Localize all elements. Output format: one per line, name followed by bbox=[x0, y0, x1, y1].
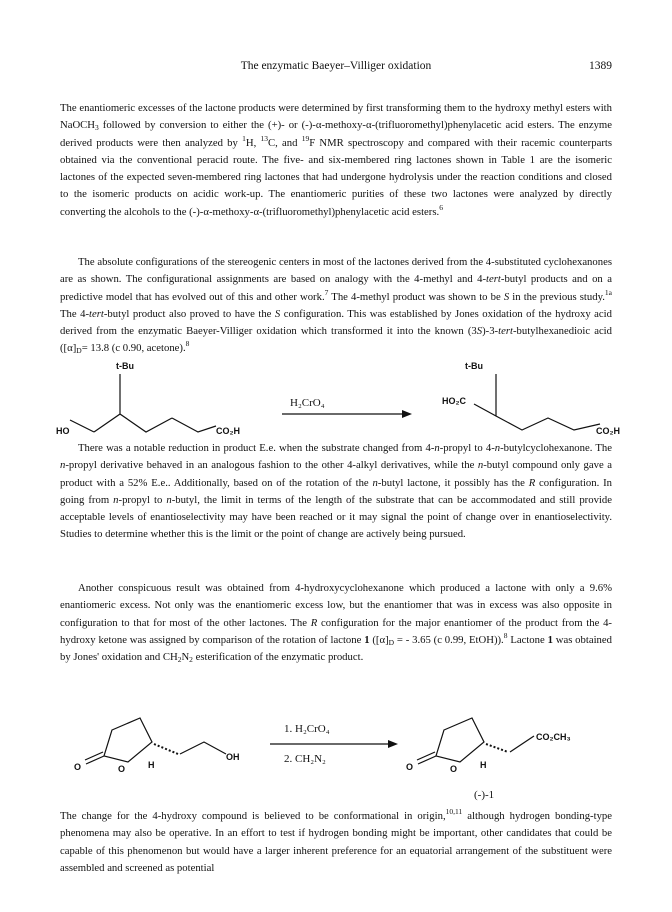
lactone-ring-right bbox=[436, 718, 484, 762]
running-title: The enzymatic Baeyer–Villiger oxidation bbox=[240, 60, 432, 72]
tbu-label-left: t-Bu bbox=[116, 361, 134, 371]
h-label-left: H bbox=[148, 760, 155, 770]
co2ch3-label: CO₂CH₃ bbox=[536, 732, 571, 742]
carbonyl-bond-right-2 bbox=[417, 752, 435, 760]
paragraph-chain-length: There was a notable reduction in product E.e. when the substrate changed from 4-n-propyl to 4-n-butylcyclohexanone. The n-propyl derivative behaved in an analogous fashion to the other 4-alkyl derivatives, while the n-butyl compound only gave a product with a 52% E.e.. Additionally, based on of the rotation of the n-butyl lactone, it possibly has the R configuration. In going from n-propyl to n-butyl, the limit in terms of the length of the substrate that can be accommodated and still provide acceptable levels of enantioselectivity may have been reached or it may signal the point of change over in enantioselectivity. Studies to determine whether this is the limit or the point of change are actively being pursued. bbox=[60, 442, 613, 541]
paragraph-hydroxy-result: Another conspicuous result was obtained from 4-hydroxycyclohexanone which produced a lactone with only a 9.6% enantiomeric excess. Not only was the enantiomeric excess low, but the enantiomer that was in excess was also opposite in configuration to that for most of the other lactones. The R configuration for the major enantiomer of the product from the 4-hydroxy ketone was assigned by comparison of the rotation of lactone 1 ($[\alpha]_D$ = - 3.65 (c 0.99, EtOH)).$^8$ Lactone 1 was obtained by Jones' oxidation and $CH_2N_2$ esterification of the enzymatic product. bbox=[60, 582, 612, 665]
scheme-jones-oxidation bbox=[0, 362, 672, 434]
carbonyl-bond-right bbox=[418, 756, 436, 764]
ring-o-right: O bbox=[450, 764, 458, 774]
step1-label: 1. H₂CrO₄ bbox=[284, 723, 330, 735]
reaction-arrow-head-2 bbox=[388, 740, 398, 748]
bond-skeleton-right bbox=[474, 374, 600, 430]
ring-o-left: O bbox=[118, 764, 126, 774]
hashed-bond-left bbox=[154, 744, 178, 754]
tbu-label-right: t-Bu bbox=[465, 361, 483, 371]
bond-skeleton-left bbox=[94, 374, 172, 432]
hashed-bond-right bbox=[486, 744, 508, 752]
scheme-lactone-conversion bbox=[0, 700, 672, 810]
reaction-arrow-head bbox=[402, 410, 412, 418]
oh-label: OH bbox=[226, 752, 240, 762]
paragraph-conformational: The change for the 4-hydroxy compound is believed to be conformational in origin,$^{10,11}$ although hydrogen bonding-type phenomena may also be operative. In an effort to test if hydrogen bonding might be important, other candidates that could be capable of this phenomenon but would have a larger inherent preference for an equatorial arrangement of the substituent were assembled and screened as potential bbox=[60, 807, 613, 874]
compound-label: (-)-1 bbox=[474, 789, 495, 801]
paragraph-absolute-configurations: The absolute configurations of the stereogenic centers in most of the lactones derived from the 4-substituted cyclohexanones are as shown. The configurational assignments are based on analogy with the 4-methyl and 4-tert-butyl products and on a predictive model that has evolved out of this and other work.$^7$ The 4-methyl product was shown to be S in the previous study.$^{1a}$ The 4-tert-butyl product also proved to have the S configuration. This was established by Jones oxidation of the hydroxy acid derived from the enzymatic Baeyer-Villiger oxidation which transformed it into the known (3S)-3-tert-butylhexanedioic acid ($[\alpha]_D= 13.8$ (c 0.90, acetone).$^8$ bbox=[60, 256, 612, 356]
carbonyl-o-right: O bbox=[406, 762, 414, 772]
step2-label: 2. CH₂N₂ bbox=[284, 753, 326, 765]
carbonyl-bond-left bbox=[86, 756, 104, 764]
co2h-label-left: CO₂H bbox=[216, 426, 240, 436]
running-header bbox=[60, 60, 612, 78]
h-label-right: H bbox=[480, 760, 487, 770]
ho-label: HO bbox=[56, 426, 70, 436]
ho2c-label: HO₂C bbox=[442, 396, 466, 406]
chain-left bbox=[180, 742, 226, 754]
paragraph-ee-determination: The enantiomeric excesses of the lactone products were determined by first transforming them to the hydroxy methyl esters with NaOCH$_3$ followed by conversion to either the (+)- or (-)-α-methoxy-α-(trifluoromethyl)phenylacetic acid esters. The enzyme derived products were then analyzed by $^1$H, $^{13}$C, and $^{19}$F NMR spectroscopy and compared with their racemic counterparts obtained via the conventional peracid route. The five- and six-membered ring lactones shown in Table 1 are the isomeric lactones of the expected seven-membered ring lactones that had undergone hydrolysis under the reaction conditions and closed to the isomeric products on acidic work-up. The enantiomeric purities of these two lactones were analyzed by directly converting the alcohols to the (-)-α-methoxy-α-(trifluoromethyl)phenylacetic acid esters.$^6$ bbox=[60, 102, 613, 218]
co2h-label-right: CO₂H bbox=[596, 426, 620, 436]
bond-ho bbox=[70, 420, 94, 432]
page-number: 1389 bbox=[589, 60, 612, 72]
reagent-label: H₂CrO₄ bbox=[290, 397, 325, 409]
carbonyl-o-left: O bbox=[74, 762, 82, 772]
chain-right bbox=[510, 736, 534, 752]
carbonyl-bond-left-2 bbox=[85, 752, 103, 760]
lactone-ring-left bbox=[104, 718, 152, 762]
citation: 6 bbox=[439, 202, 443, 212]
bond-skeleton-left-tail bbox=[172, 418, 216, 432]
